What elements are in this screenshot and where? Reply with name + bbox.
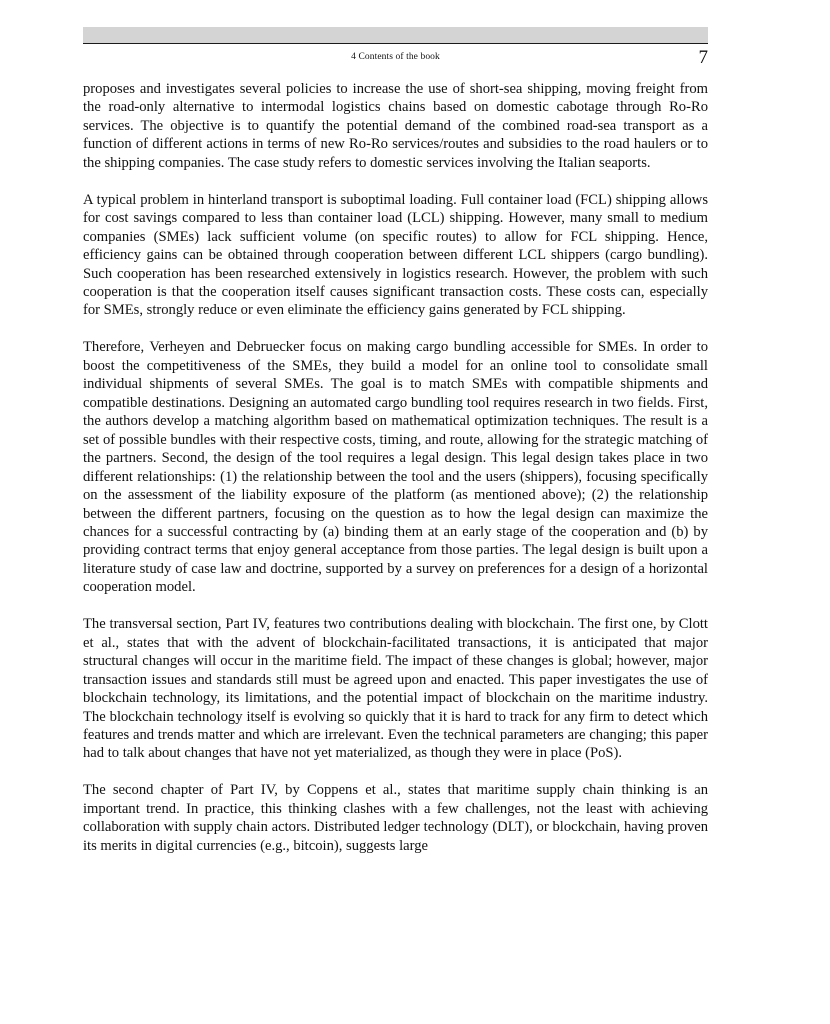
paragraph: The second chapter of Part IV, by Coppens et al., states that maritime supply chain thinking is an important trend. In practice, this thinking clashes with a few challenges, not the least with achieving collaboration with supply chain actors. Distributed ledger technology (DLT), or blockchain, having proven its merits in digital currencies (e.g., bitcoin), suggests large (83, 782, 708, 854)
paragraph: A typical problem in hinterland transport is suboptimal loading. Full container load (FCL) shipping allows for cost savings compared to less than container load (LCL) shipping. However, many small to medium companies (SMEs) lack sufficient volume (on specific routes) to allow for FCL shipping. Hence, efficiency gains can be obtained through cooperation between different LCL shippers (cargo bundling). Such cooperation has been researched extensively in logistics research. However, the problem with such cooperation is that the cooperation itself causes significant transaction costs. These costs can, especially for SMEs, strongly reduce or even eliminate the efficiency gains generated by FCL shipping. (83, 191, 708, 319)
page-number: 7 (698, 47, 708, 68)
body-text (83, 80, 708, 874)
paragraph: Therefore, Verheyen and Debruecker focus on making cargo bundling accessible for SMEs. In order to boost the competitiveness of the SMEs, they build a model for an online tool to consolidate small individual shipments of several SMEs. The goal is to match SMEs with compatible shipments and compatible destinations. Designing an automated cargo bundling tool requires research in two fields. First, the authors develop a matching algorithm based on mathematical optimization techniques. The result is a set of possible bundles with their respective costs, timing, and route, allowing for the strategic matching of the partners. Second, the design of the tool requires a legal design. This legal design takes place in two different relationships: (1) the relationship between the tool and the users (shippers), focusing specifically on the assessment of the liability exposure of the platform (as mentioned above); (2) the relationship between the different partners, focusing on the question as to how the legal design can maximize the chances for a successful contracting by (a) binding them at an early stage of the cooperation and (b) by providing contract terms that enjoy general acceptance from those parties. The legal design is built upon a literature study of case law and doctrine, supported by a survey on preferences for a design of a horizontal cooperation model. (83, 339, 708, 596)
header-rule (83, 43, 708, 44)
paragraph: proposes and investigates several policies to increase the use of short-sea shipping, moving freight from the road-only alternative to intermodal logistics chains based on domestic cabotage through Ro-Ro services. The objective is to quantify the potential demand of the combined road-sea transport as a function of different actions in terms of new Ro-Ro services/routes and subsidies to the road haulers or to the shipping companies. The case study refers to domestic services involving the Italian seaports. (83, 81, 708, 171)
header-band (83, 27, 708, 43)
running-head: 4 Contents of the book (351, 52, 440, 62)
paragraph: The transversal section, Part IV, features two contributions dealing with blockchain. The first one, by Clott et al., states that with the advent of blockchain-facilitated transactions, it is anticipated that major structural changes will occur in the maritime field. The impact of these changes is global; however, major transaction issues and standards still must be agreed upon and enacted. This paper investigates the use of blockchain technology, its limitations, and the potential impact of blockchain on the maritime industry. The blockchain technology itself is evolving so quickly that it is hard to track for any firm to detect which features and trends matter and which are irrelevant. Even the technical parameters are changing; this paper had to talk about changes that have not yet materialized, as though they were in place (PoS). (83, 616, 708, 762)
